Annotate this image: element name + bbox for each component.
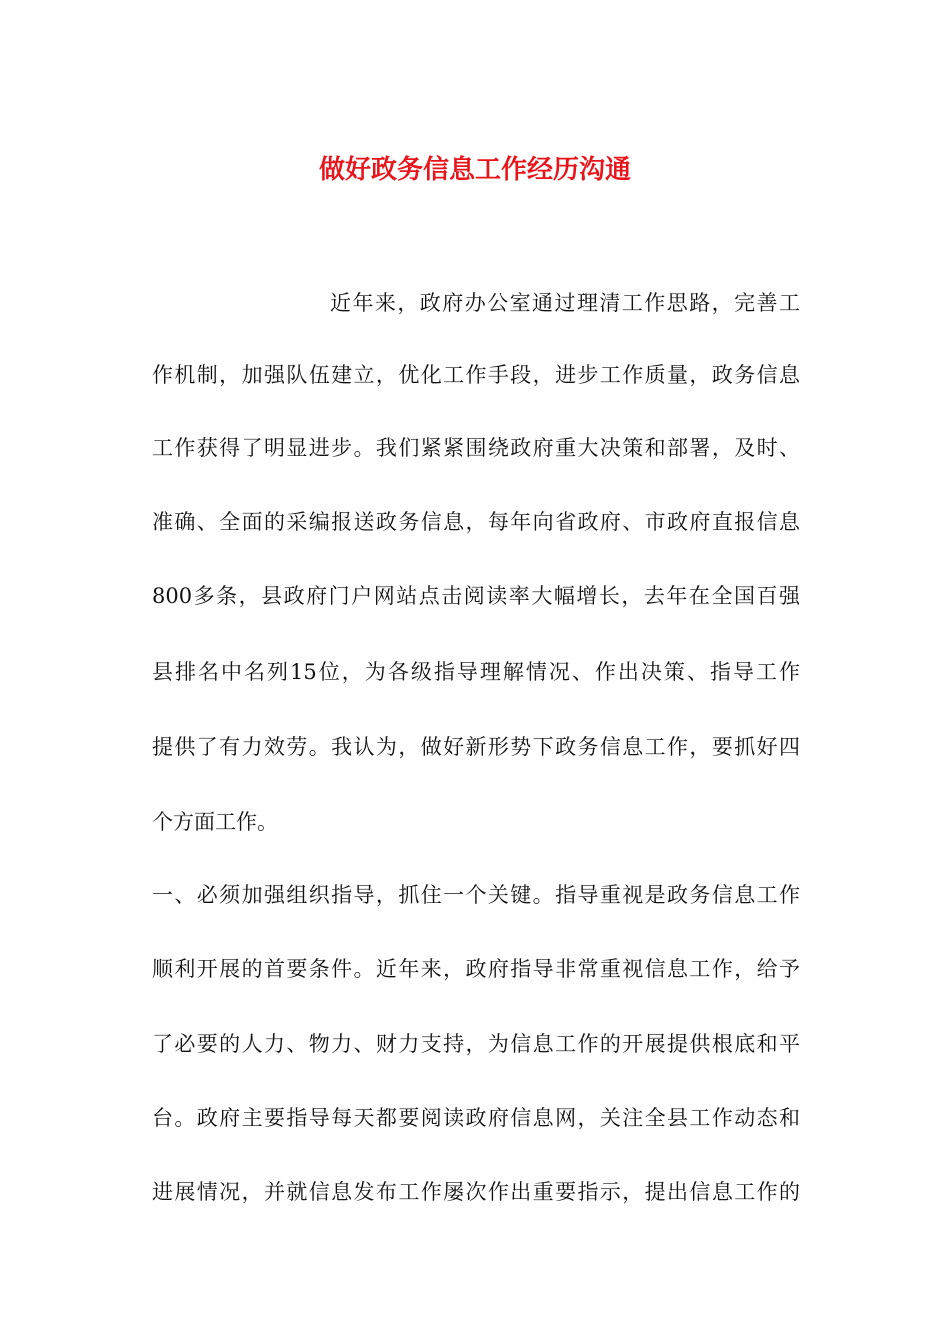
body-line-4: 准确、全面的采编报送政务信息，每年向省政府、市政府直报信息	[152, 510, 800, 534]
body-line-8: 个方面工作。	[152, 810, 278, 834]
body-line-5: 800多条，县政府门户网站点击阅读率大幅增长，去年在全国百强	[152, 584, 800, 608]
body-line-7: 提供了有力效劳。我认为，做好新形势下政务信息工作，要抓好四	[152, 735, 800, 759]
body-line-3: 工作获得了明显进步。我们紧紧围绕政府重大决策和部署，及时、	[152, 436, 800, 460]
body-line-10: 顺利开展的首要条件。近年来，政府指导非常重视信息工作，给予	[152, 957, 800, 981]
body-line-6: 县排名中名列15位，为各级指导理解情况、作出决策、指导工作	[152, 660, 800, 684]
body-line-1: 近年来，政府办公室通过理清工作思路，完善工	[330, 291, 800, 315]
body-line-12: 台。政府主要指导每天都要阅读政府信息网，关注全县工作动态和	[152, 1106, 800, 1130]
body-line-11: 了必要的人力、物力、财力支持，为信息工作的开展提供根底和平	[152, 1032, 800, 1056]
body-line-13: 进展情况，并就信息发布工作屡次作出重要指示，提出信息工作的	[152, 1180, 800, 1204]
body-line-9: 一、必须加强组织指导，抓住一个关键。指导重视是政务信息工作	[152, 883, 800, 907]
document-title: 做好政务信息工作经历沟通	[318, 155, 631, 186]
body-line-2: 作机制，加强队伍建立，优化工作手段，进步工作质量，政务信息	[152, 363, 800, 387]
